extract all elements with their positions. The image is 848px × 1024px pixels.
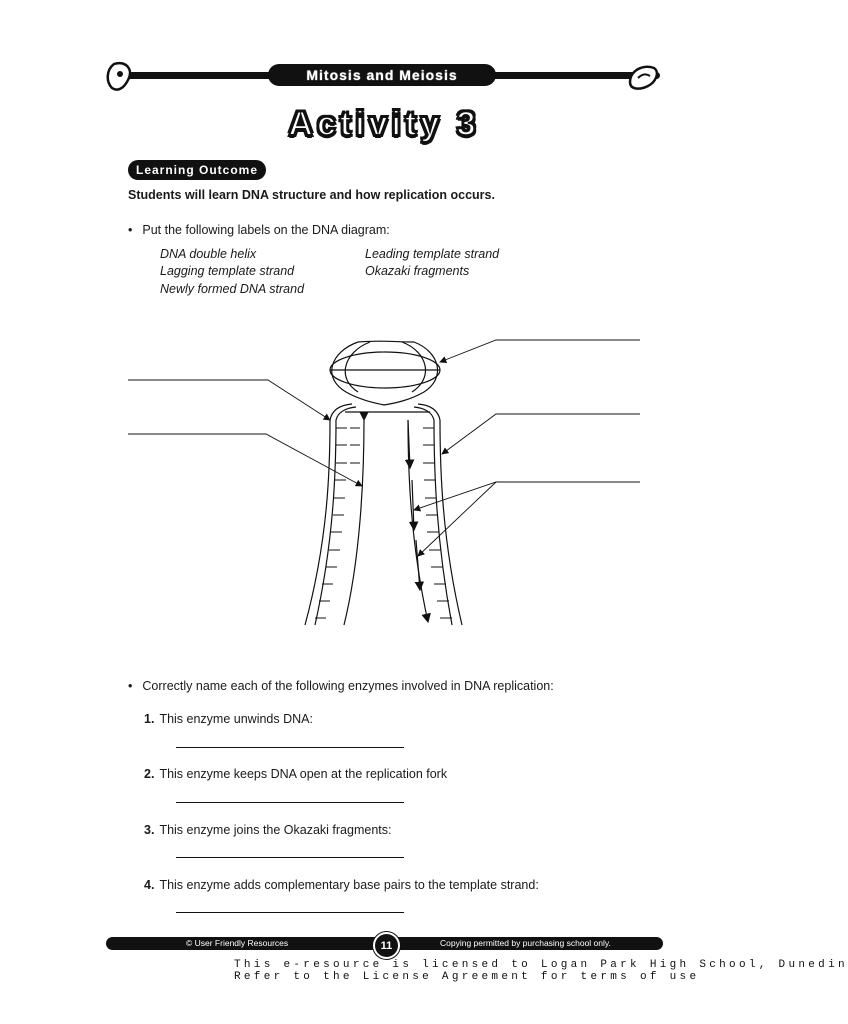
label-item: Newly formed DNA strand: [160, 282, 305, 296]
label-item: Lagging template strand: [160, 264, 295, 278]
question-2: 2. This enzyme keeps DNA open at the replication fork: [144, 767, 448, 781]
cell-icon-right: [626, 60, 660, 94]
answer-blank-4[interactable]: [176, 912, 404, 913]
permission-text: Copying permitted by purchasing school only.: [440, 938, 611, 948]
dna-replication-diagram: [0, 320, 768, 640]
learning-outcome-label: Learning Outcome: [128, 160, 266, 180]
diagram-instruction: • Put the following labels on the DNA diagram:: [128, 223, 390, 237]
cell-icon-left: [104, 60, 138, 94]
license-line-1: This e-resource is licensed to Logan Park High School, Dunedin: [234, 959, 848, 971]
label-item: DNA double helix: [160, 247, 257, 261]
answer-blank-1[interactable]: [176, 747, 404, 748]
label-item: Leading template strand: [365, 247, 500, 261]
banner-title: Mitosis and Meiosis: [268, 64, 496, 86]
learning-outcome-text: Students will learn DNA structure and how replication occurs.: [128, 188, 495, 202]
question-1: 1. This enzyme unwinds DNA:: [144, 712, 313, 726]
enzymes-instruction: • Correctly name each of the following enzymes involved in DNA replication:: [128, 679, 554, 693]
copyright-text: © User Friendly Resources: [186, 938, 289, 948]
answer-blank-3[interactable]: [176, 857, 404, 858]
license-line-2: Refer to the License Agreement for terms of use: [234, 971, 700, 983]
label-item: Okazaki fragments: [365, 264, 470, 278]
question-4: 4. This enzyme adds complementary base pairs to the template strand:: [144, 878, 539, 892]
question-3: 3. This enzyme joins the Okazaki fragments:: [144, 823, 392, 837]
page-number: 11: [373, 932, 400, 959]
activity-title: Activity 3: [288, 104, 480, 143]
answer-blank-2[interactable]: [176, 802, 404, 803]
